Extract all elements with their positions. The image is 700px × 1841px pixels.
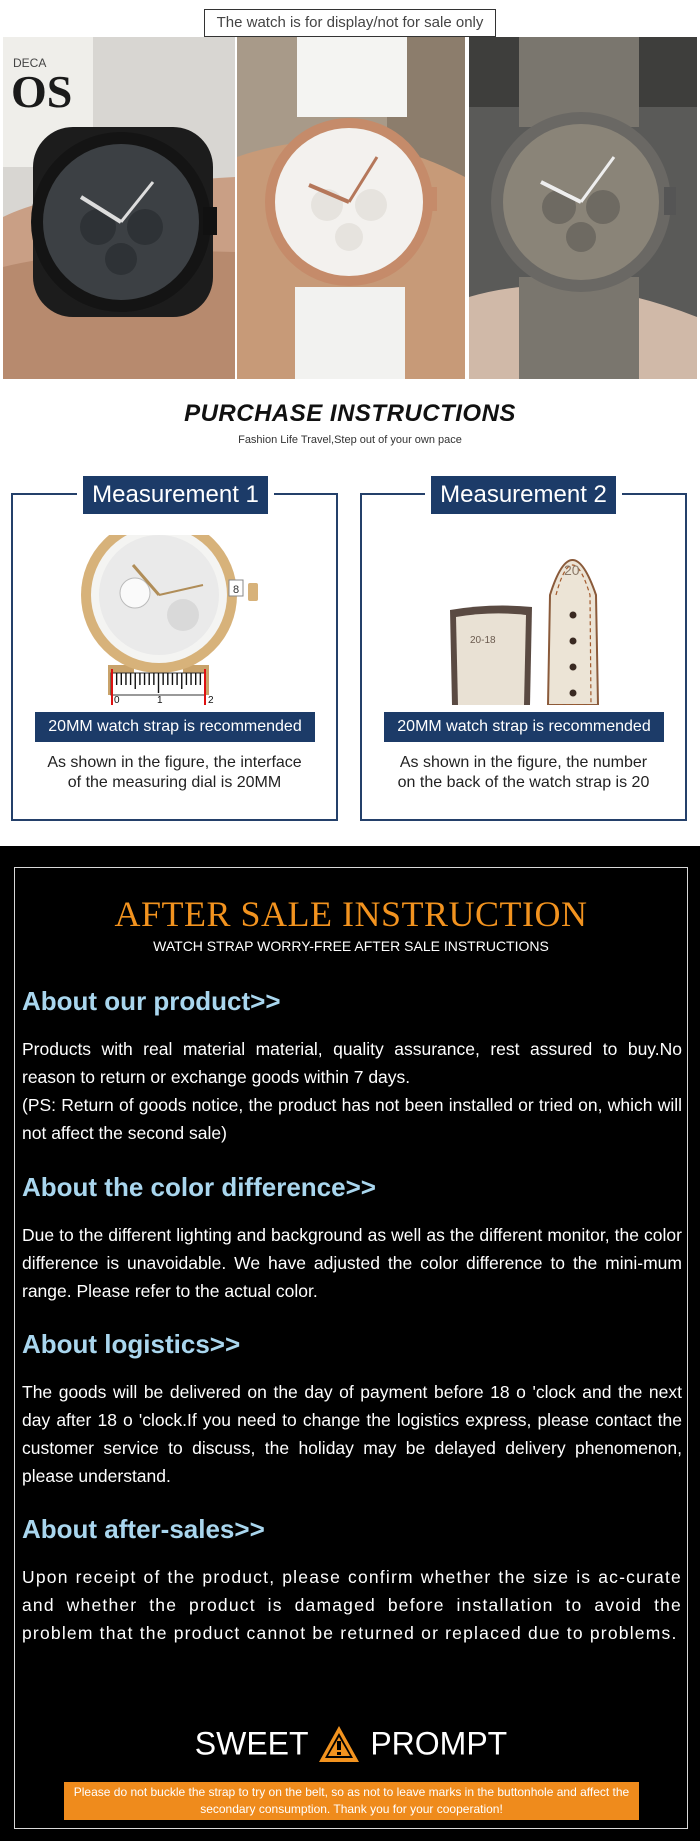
strap-mark-small: 20-18 [470,635,496,646]
measurement-2-description [362,753,685,793]
product-photos-section [0,0,700,380]
measurement-2-label: Measurement 2 [425,476,622,514]
section-body-after-sales: Upon receipt of the product, please confirm whether the size is ac-curate and whether the product is damaged before installation to avoid the problem that the product cannot be returned or replaced due to problems. [22,1567,682,1643]
purchase-instructions-title: PURCHASE INSTRUCTIONS [184,400,516,427]
measurement-1-desc-line2: of the measuring dial is 20MM [67,774,282,791]
measurement-2-recommend: 20MM watch strap is recommended [384,712,664,742]
measurement-1-desc-line1: As shown in the figure, the interface [47,754,302,771]
section-body-product-note: (PS: Return of goods notice, the product has not been installed or tried on, which will not affect the second sale) [22,1095,682,1143]
section-body-color: Due to the different lighting and background as well as the different monitor, the color difference is unavoidable. We have adjusted the color difference to the mini-mum range. Please refer to the actual color. [22,1225,682,1301]
prompt-label: PROMPT [370,1725,508,1762]
strap-measurement-image [372,535,675,705]
photo-white-watch [237,37,465,379]
measurement-2-card [360,493,687,821]
photo-black-watch [3,37,235,379]
purchase-instructions-subtitle: Fashion Life Travel,Step out of your own pace [238,434,462,446]
ruler-mark-1: 1 [157,695,163,705]
section-heading-after-sales: About after-sales>> [22,1514,265,1544]
after-sale-subtitle: WATCH STRAP WORRY-FREE AFTER SALE INSTRUCTIONS [153,938,549,954]
after-sale-title: AFTER SALE INSTRUCTION [114,894,588,934]
section-body-product-text: Products with real material material, quality assurance, rest assured to buy.No reason to return or exchange goods within 7 days. [22,1039,682,1087]
ruler-mark-2: 2 [208,695,214,705]
after-sale-frame [14,867,688,1829]
sweet-label: SWEET [194,1725,309,1762]
warning-banner: Please do not buckle the strap to try on the belt, so as not to leave marks in the buttonhole and affect the secondary consumption. Thank you for your cooperation! [64,1782,639,1820]
dial-measurement-image [23,535,326,705]
section-body-product [22,1035,682,1147]
measurement-2-desc-line1: As shown in the figure, the number [399,754,648,771]
measurement-1-description [13,753,336,793]
section-heading-product: About our product>> [22,986,281,1016]
ruler-mark-0: 0 [114,695,120,705]
svg-text:OS: OS [11,66,73,117]
after-sale-section [0,846,700,1841]
measurement-1-card [11,493,338,821]
svg-text:DECA: DECA [13,56,47,70]
section-body-logistics: The goods will be delivered on the day of payment before 18 o 'clock and the next day after 18 o 'clock.If you need to change the logistics express, please contact the customer service to discuss, the holiday may be delayed delivery phenomenon, please understand. [22,1382,682,1486]
dial-date-number: 8 [233,584,240,596]
photo-grey-watch [469,37,697,379]
measurement-1-recommend: 20MM watch strap is recommended [35,712,315,742]
display-only-notice: The watch is for display/not for sale only [204,9,496,37]
warning-triangle-icon [317,1724,361,1764]
measurement-2-desc-line2: on the back of the watch strap is 20 [397,774,650,791]
strap-mark-large: 20 [564,562,580,578]
section-heading-logistics: About logistics>> [22,1329,241,1359]
section-heading-color: About the color difference>> [22,1172,376,1202]
measurement-1-label: Measurement 1 [77,476,274,514]
sweet-prompt-heading [15,1718,687,1764]
